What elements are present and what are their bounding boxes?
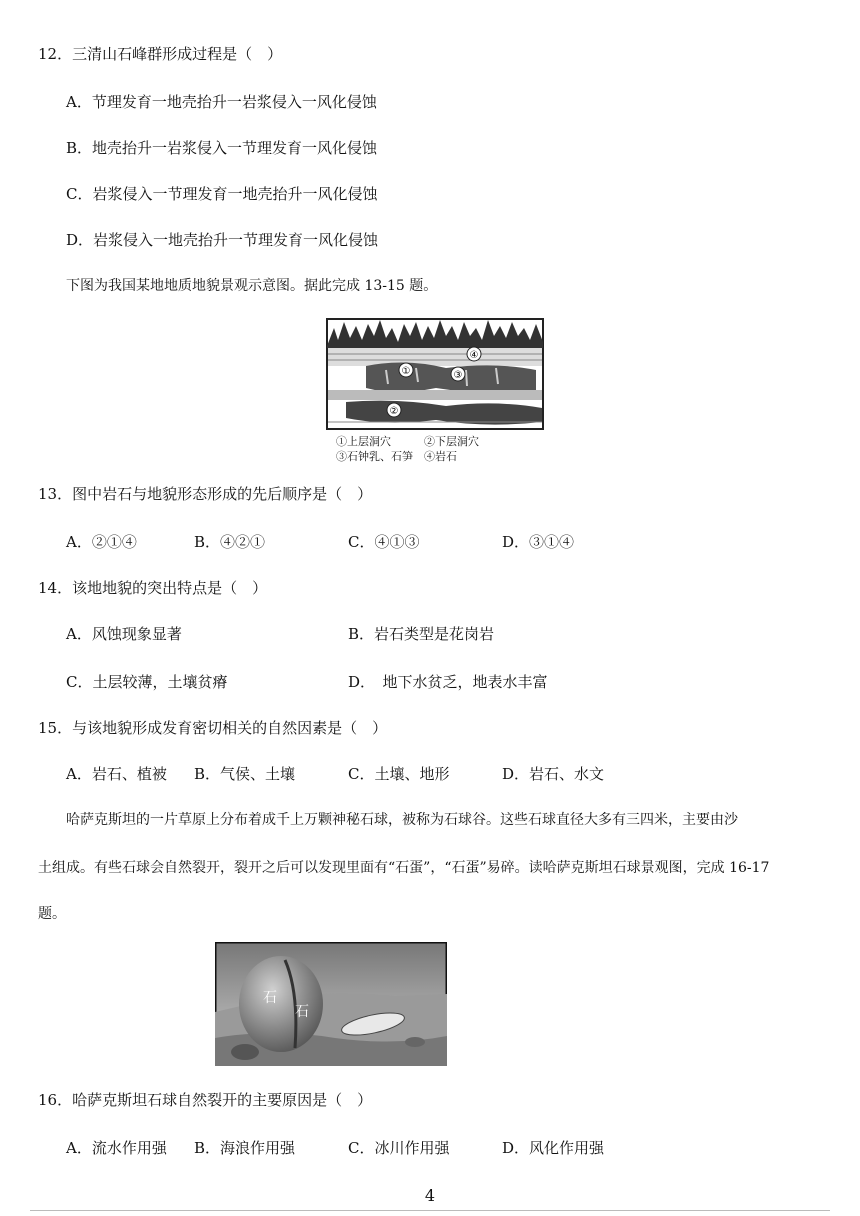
diagram-label-1: ① (401, 366, 411, 377)
q13-option-b: B．④②① (194, 533, 266, 551)
geology-diagram (326, 318, 544, 463)
q13-option-d: D．③①④ (502, 533, 575, 551)
q13-option-a: A．②①④ (66, 533, 137, 551)
q16-option-b: B．海浪作用强 (194, 1139, 296, 1157)
legend-lower-cave: ②下层洞穴 (424, 435, 479, 448)
q14-stem: 14．该地地貌的突出特点是（ ） (38, 579, 268, 597)
legend-stalactite: ③石钟乳、石笋 (336, 450, 413, 463)
legend-rock: ④岩石 (424, 450, 457, 463)
q14-option-c: C．土层较薄，土壤贫瘠 (66, 673, 228, 691)
intro-13-15: 下图为我国某地地质地貌景观示意图。据此完成 13-15 题。 (66, 278, 438, 294)
diagram-label-2: ② (389, 406, 399, 417)
q14-option-b: B．岩石类型是花岗岩 (348, 625, 495, 643)
q13-option-c: C．④①③ (348, 533, 420, 551)
stone-ball-image (215, 942, 447, 1066)
q16-option-a: A．流水作用强 (66, 1139, 167, 1157)
q14-option-a: A．风蚀现象显著 (66, 625, 182, 643)
q13-stem: 13．图中岩石与地貌形态形成的先后顺序是（ ） (38, 485, 373, 503)
q12-option-d: D．岩浆侵入一地壳抬升一节理发育一风化侵蚀 (66, 231, 379, 249)
intro-16-17-line-2: 土组成。有些石球会自然裂开，裂开之后可以发现里面有“石蛋”，“石蛋”易碎。读哈萨克斯坦石球景观图，完成 16-17 (38, 860, 770, 876)
q14-option-d: D． 地下水贫乏，地表水丰富 (348, 673, 548, 691)
photo-label-2: 石 (295, 1004, 309, 1020)
q16-option-d: D．风化作用强 (502, 1139, 605, 1157)
q16-stem: 16．哈萨克斯坦石球自然裂开的主要原因是（ ） (38, 1091, 373, 1109)
intro-16-17-line-1: 哈萨克斯坦的一片草原上分布着成千上万颗神秘石球，被称为石球谷。这些石球直径大多有三四米，主要由沙 (66, 812, 738, 828)
q12-stem: 12．三清山石峰群形成过程是（ ） (38, 45, 283, 63)
q12-option-b: B．地壳抬升一岩浆侵入一节理发育一风化侵蚀 (66, 139, 378, 157)
q15-option-c: C．土壤、地形 (348, 765, 450, 783)
diagram-label-3: ③ (453, 370, 463, 381)
q15-stem: 15．与该地貌形成发育密切相关的自然因素是（ ） (38, 719, 388, 737)
geology-diagram-image (326, 318, 544, 430)
q15-option-d: D．岩石、水文 (502, 765, 605, 783)
legend-upper-cave: ①上层洞穴 (336, 435, 391, 448)
page-number: 4 (424, 1186, 436, 1205)
stone-ball-photo (215, 942, 447, 1066)
intro-16-17-line-3: 题。 (38, 906, 66, 922)
diagram-label-4: ④ (469, 350, 479, 361)
q15-option-a: A．岩石、植被 (66, 765, 167, 783)
photo-label-1: 石 (263, 990, 277, 1006)
q12-option-a: A．节理发育一地壳抬升一岩浆侵入一风化侵蚀 (66, 93, 377, 111)
bottom-divider (30, 1210, 830, 1211)
q15-option-b: B．气侯、土壤 (194, 765, 296, 783)
q16-option-c: C．冰川作用强 (348, 1139, 450, 1157)
q12-option-c: C．岩浆侵入一节理发育一地壳抬升一风化侵蚀 (66, 185, 378, 203)
